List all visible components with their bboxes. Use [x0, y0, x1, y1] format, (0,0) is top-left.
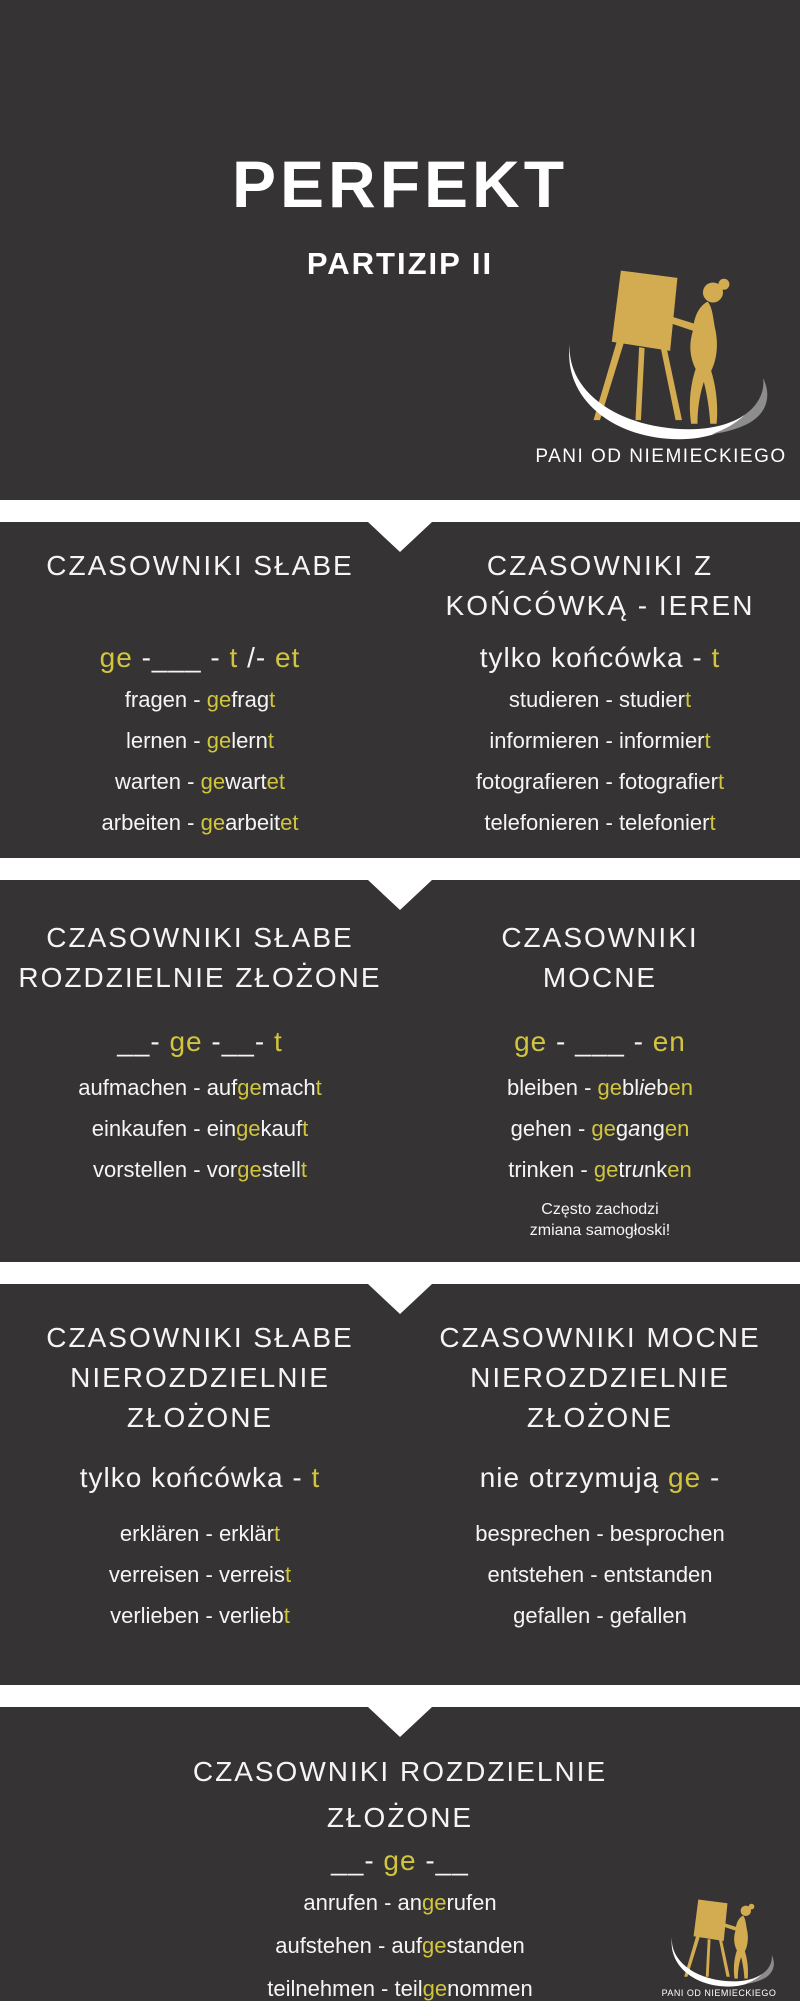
text-segment: ie — [639, 1075, 657, 1100]
column-weak-separable-verbs — [0, 918, 400, 1262]
text-segment: en — [652, 1026, 686, 1057]
text-segment: ge — [236, 1116, 261, 1141]
pattern-formula — [0, 1845, 800, 1891]
section-inseparable-verbs — [0, 1284, 800, 1685]
vowel-change-note-line: Często zachodzi — [541, 1201, 659, 1218]
text-segment: en — [667, 1157, 692, 1182]
example-line — [400, 770, 800, 793]
text-segment: stell — [261, 1157, 301, 1182]
pattern-formula — [400, 642, 800, 688]
text-segment: t — [711, 642, 721, 673]
text-segment: ge — [422, 1890, 447, 1915]
text-segment: mach — [261, 1075, 316, 1100]
text-segment: en — [668, 1075, 693, 1100]
text-segment: nie otrzymują — [479, 1462, 669, 1493]
text-segment: besprechen - besprochen — [475, 1521, 725, 1546]
text-segment: fragen - — [124, 687, 207, 712]
text-segment: -___ - — [132, 642, 230, 673]
example-line — [0, 1522, 400, 1545]
example-line — [0, 770, 400, 793]
example-line — [0, 1076, 400, 1099]
text-segment: t — [300, 1157, 307, 1182]
text-segment: - ___ - — [547, 1026, 653, 1057]
section-title — [400, 1318, 800, 1462]
text-segment: standen — [446, 1933, 525, 1958]
column-weak-verbs — [0, 546, 400, 858]
text-segment: teilnehmen - teil — [267, 1976, 423, 2001]
text-segment: -__- — [202, 1026, 274, 1057]
text-segment: t — [718, 769, 725, 794]
text-segment: ge — [422, 1933, 447, 1958]
teacher-easel-icon — [537, 256, 785, 442]
text-segment: u — [631, 1157, 645, 1182]
section-title — [0, 1318, 400, 1462]
example-line — [400, 1563, 800, 1586]
brand-name-small: PANI OD NIEMIECKIEGO — [661, 1988, 777, 1998]
brand-logo-small — [644, 1892, 794, 1998]
section-divider — [0, 500, 800, 522]
text-segment: t — [284, 1562, 292, 1587]
page-title: PERFEKT — [231, 147, 569, 221]
section-title-line: CZASOWNIKI ROZDZIELNIE — [192, 1756, 608, 1787]
text-segment: bleiben - — [507, 1075, 598, 1100]
text-segment: tylko końcówka - — [79, 1462, 312, 1493]
example-line — [400, 1604, 800, 1627]
text-segment: __- — [117, 1026, 170, 1057]
text-segment: - — [701, 1462, 721, 1493]
text-segment: ge — [668, 1462, 702, 1493]
text-segment: t — [315, 1075, 322, 1100]
text-segment: tylko końcówka - — [479, 642, 712, 673]
example-list — [400, 688, 800, 834]
section-title-line: CZASOWNIKI — [501, 922, 699, 953]
section-title-line: KOŃCÓWKĄ - IEREN — [445, 590, 755, 621]
text-segment: t — [302, 1116, 309, 1141]
section-title-line: CZASOWNIKI SŁABE — [46, 922, 354, 953]
page-subtitle: PARTIZIP II — [306, 246, 494, 281]
example-list — [400, 1522, 800, 1627]
text-segment: vorstellen - vor — [92, 1157, 238, 1182]
text-segment: t — [283, 1603, 290, 1628]
divider-arrow-down — [368, 880, 432, 910]
text-segment: entstehen - entstanden — [487, 1562, 713, 1587]
text-segment: ge — [422, 1976, 448, 2001]
pattern-formula — [0, 642, 400, 688]
text-segment: ge — [237, 1075, 262, 1100]
section-title — [400, 546, 800, 642]
divider-arrow-down — [368, 1707, 432, 1737]
text-segment: t — [267, 728, 274, 753]
text-segment: verreisen - verreis — [108, 1562, 285, 1587]
column-weak-inseparable-verbs — [0, 1318, 400, 1685]
header — [0, 0, 800, 500]
pattern-formula — [400, 1026, 800, 1076]
example-line — [400, 1158, 800, 1181]
section-title-line: CZASOWNIKI SŁABE — [46, 550, 354, 581]
section-weak-and-ieren — [0, 522, 800, 858]
column-strong-verbs — [400, 918, 800, 1262]
example-line — [0, 1117, 400, 1140]
pattern-formula — [0, 1026, 400, 1076]
section-title-line: CZASOWNIKI Z — [486, 550, 714, 581]
text-segment: ge — [237, 1157, 262, 1182]
text-segment: studieren - studier — [508, 687, 685, 712]
section-title — [0, 546, 400, 642]
text-segment: t — [273, 1026, 283, 1057]
text-segment: arbeiten - — [101, 810, 201, 835]
text-segment: a — [628, 1116, 641, 1141]
text-segment: et — [274, 642, 301, 673]
text-segment: ge — [597, 1075, 622, 1100]
section-title-line: NIEROZDZIELNIE — [70, 1362, 330, 1393]
text-segment: ge — [200, 769, 226, 794]
section-separable-verbs — [0, 1707, 800, 2000]
vowel-change-note-line: zmiana samogłoski! — [529, 1222, 671, 1239]
example-line — [400, 1076, 800, 1099]
text-segment: lernen - — [125, 728, 207, 753]
vowel-change-note — [400, 1199, 800, 1241]
text-segment: aufmachen - auf — [78, 1075, 238, 1100]
text-segment: t — [704, 728, 711, 753]
text-segment: trinken - — [508, 1157, 594, 1182]
section-title-line: CZASOWNIKI SŁABE — [46, 1322, 354, 1353]
brand-logo — [530, 256, 792, 468]
text-segment: t — [269, 687, 276, 712]
section-separable-weak-and-strong — [0, 880, 800, 1262]
text-segment: einkaufen - ein — [91, 1116, 237, 1141]
divider-arrow-down — [368, 1284, 432, 1314]
section-title-line: NIEROZDZIELNIE — [470, 1362, 730, 1393]
text-segment: t — [273, 1521, 281, 1546]
example-line — [400, 811, 800, 834]
text-segment: ge — [593, 1157, 619, 1182]
text-segment: ng — [640, 1116, 665, 1141]
text-segment: ge — [200, 810, 226, 835]
text-segment: ge — [99, 642, 133, 673]
example-line — [400, 1522, 800, 1545]
text-segment: nommen — [447, 1976, 533, 2001]
section-title-line: MOCNE — [542, 962, 658, 993]
text-segment: ge — [514, 1026, 548, 1057]
text-segment: wart — [225, 769, 267, 794]
example-line — [400, 729, 800, 752]
text-segment: t — [709, 810, 716, 835]
section-divider — [0, 858, 800, 880]
pattern-formula — [0, 1462, 400, 1522]
text-segment: aufstehen - auf — [275, 1933, 422, 1958]
text-segment: et — [280, 810, 299, 835]
text-segment: ge — [206, 687, 232, 712]
text-segment: /- — [238, 642, 275, 673]
text-segment: __- — [331, 1845, 384, 1876]
text-segment: anrufen - an — [303, 1890, 422, 1915]
text-segment: bl — [622, 1075, 640, 1100]
divider-arrow-down — [368, 522, 432, 552]
text-segment: et — [266, 769, 285, 794]
text-segment: gefallen - gefallen — [513, 1603, 687, 1628]
text-segment: tr — [618, 1157, 632, 1182]
section-title — [0, 918, 400, 1026]
example-line — [400, 688, 800, 711]
text-segment: b — [656, 1075, 669, 1100]
text-segment: t — [684, 687, 692, 712]
text-segment: ge — [169, 1026, 203, 1057]
text-segment: warten - — [115, 769, 201, 794]
example-line — [0, 729, 400, 752]
text-segment: fotografieren - fotografier — [475, 769, 718, 794]
example-line — [0, 1158, 400, 1181]
section-divider — [0, 1262, 800, 1284]
column-ieren-verbs — [400, 546, 800, 858]
text-segment: ge — [206, 728, 232, 753]
text-segment: telefonieren - telefonier — [484, 810, 710, 835]
section-title — [0, 1749, 800, 1841]
example-line — [0, 811, 400, 834]
text-segment: arbeit — [225, 810, 281, 835]
example-list — [0, 1076, 400, 1181]
text-segment: rufen — [446, 1890, 497, 1915]
text-segment: ge — [591, 1116, 616, 1141]
section-title-line: CZASOWNIKI MOCNE — [439, 1322, 761, 1353]
section-title-line: ZŁOŻONE — [126, 1402, 274, 1433]
example-line — [0, 688, 400, 711]
text-segment: informieren - informier — [489, 728, 705, 753]
text-segment: verlieben - verlieb — [110, 1603, 284, 1628]
example-list — [0, 1522, 400, 1627]
example-list — [400, 1076, 800, 1181]
text-segment: t — [229, 642, 239, 673]
section-title-line: ZŁOŻONE — [526, 1402, 674, 1433]
example-line — [0, 1563, 400, 1586]
text-segment: lern — [231, 728, 268, 753]
text-segment: ge — [383, 1845, 417, 1876]
example-line — [400, 1117, 800, 1140]
teacher-easel-icon — [655, 1892, 783, 1988]
text-segment: t — [311, 1462, 321, 1493]
example-list — [0, 688, 400, 834]
section-title-line: ZŁOŻONE — [326, 1802, 474, 1833]
text-segment: en — [664, 1116, 690, 1141]
text-segment: -__ — [416, 1845, 469, 1876]
pattern-formula — [400, 1462, 800, 1522]
text-segment: g — [615, 1116, 629, 1141]
section-title-line: ROZDZIELNIE ZŁOŻONE — [18, 962, 382, 993]
brand-name: PANI OD NIEMIECKIEGO — [535, 446, 787, 467]
text-segment: nk — [644, 1157, 668, 1182]
example-line — [0, 1604, 400, 1627]
text-segment: gehen - — [510, 1116, 592, 1141]
section-title — [400, 918, 800, 1026]
text-segment: kauf — [260, 1116, 303, 1141]
section-divider — [0, 1685, 800, 1707]
text-segment: frag — [231, 687, 270, 712]
text-segment: erklären - erklär — [119, 1521, 274, 1546]
column-strong-inseparable-verbs — [400, 1318, 800, 1685]
